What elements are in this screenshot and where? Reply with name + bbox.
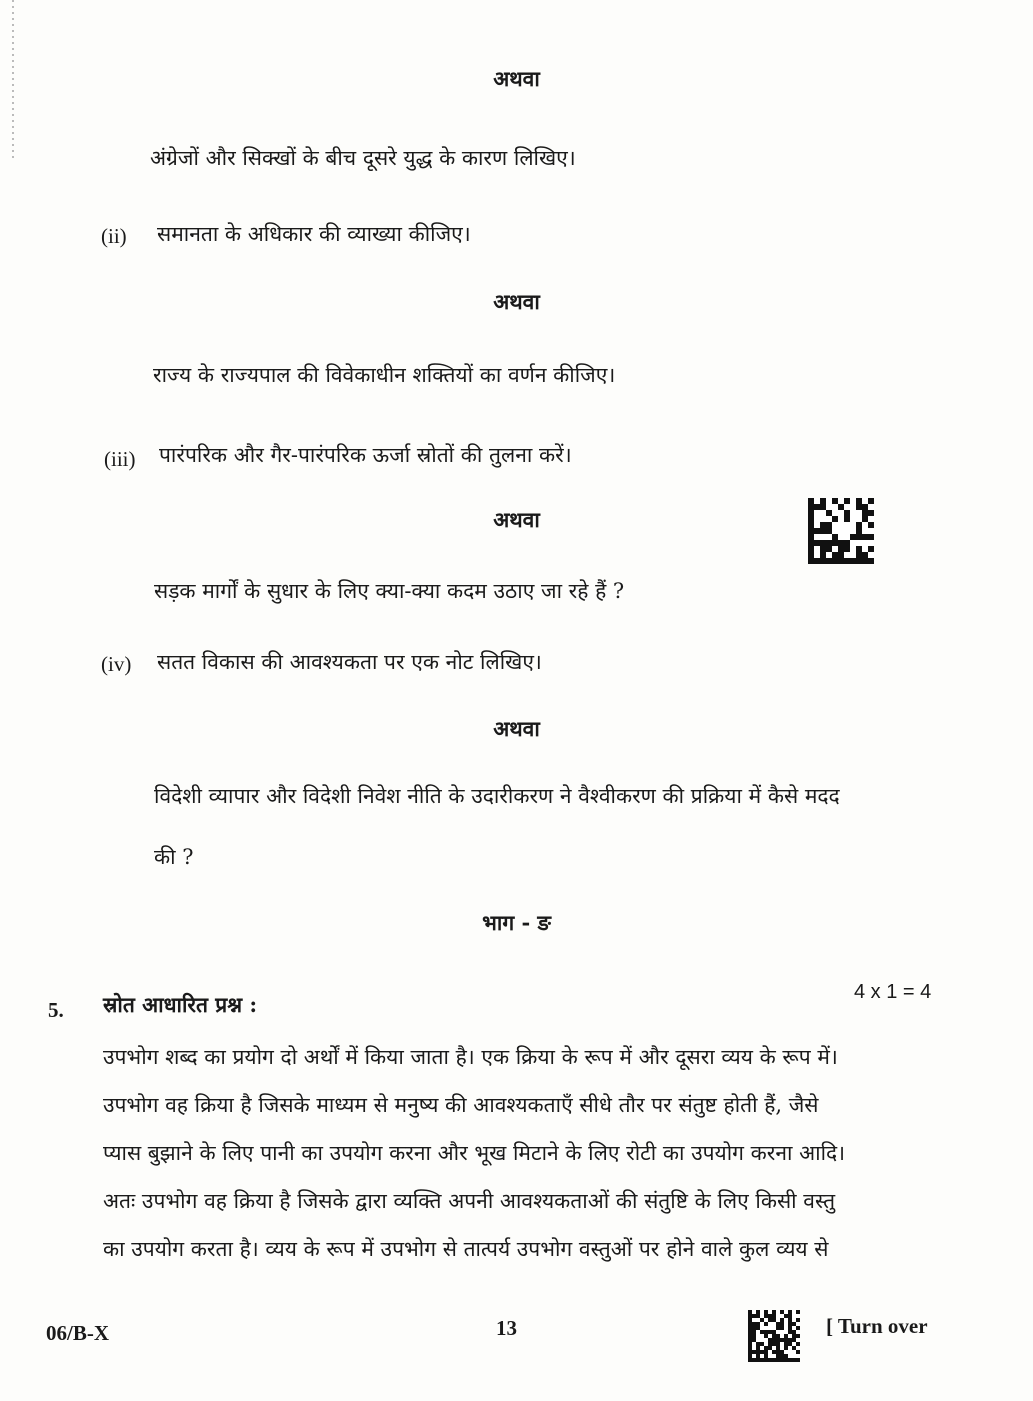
- section-heading: भाग - ङ: [482, 910, 551, 935]
- q5-title: स्रोत आधारित प्रश्न :: [103, 992, 258, 1017]
- or-separator-1: अथवा: [493, 66, 540, 91]
- page-number: 13: [496, 1316, 517, 1340]
- q5-number: 5.: [48, 998, 64, 1022]
- passage-line-2: उपभोग वह क्रिया है जिसके माध्यम से मनुष्य की आवश्यकताएँ सीधे तौर पर संतुष्ट होती हैं, जैसे: [103, 1093, 819, 1117]
- or-separator-2: अथवा: [493, 289, 540, 314]
- passage-line-4: अतः उपभोग वह क्रिया है जिसके द्वारा व्यक्ति अपनी आवश्यकताओं की संतुष्टि के लिए किसी वस्तु: [103, 1189, 836, 1213]
- source-passage: [103, 1033, 955, 1273]
- q4-ii-label: (ii): [101, 224, 127, 248]
- passage-line-5: का उपयोग करता है। व्यय के रूप में उपभोग से तात्पर्य उपभोग वस्तुओं पर होने वाले कुल व्यय से: [103, 1237, 829, 1261]
- q5-marks: 4 x 1 = 4: [854, 981, 932, 1003]
- q4-iii-text: पारंपरिक और गैर-पारंपरिक ऊर्जा स्रोतों की तुलना करें।: [159, 443, 572, 467]
- q4-i-alternative: अंग्रेजों और सिक्खों के बीच दूसरे युद्ध के कारण लिखिए।: [150, 146, 576, 170]
- qr-code-footer: [748, 1310, 800, 1362]
- passage-line-3: प्यास बुझाने के लिए पानी का उपयोग करना और भूख मिटाने के लिए रोटी का उपयोग करना आदि।: [103, 1141, 846, 1165]
- or-separator-4: अथवा: [493, 716, 540, 741]
- q4-ii-alternative: राज्य के राज्यपाल की विवेकाधीन शक्तियों का वर्णन कीजिए।: [153, 363, 616, 387]
- q4-iv-alternative-line-1: विदेशी व्यापार और विदेशी निवेश नीति के उदारीकरण ने वैश्वीकरण की प्रक्रिया में कैसे मदद: [154, 784, 840, 808]
- or-separator-3: अथवा: [493, 507, 540, 532]
- q4-ii-text: समानता के अधिकार की व्याख्या कीजिए।: [157, 222, 471, 246]
- q4-iii-label: (iii): [104, 447, 136, 471]
- q4-iv-alternative-line-2: की ?: [154, 845, 194, 869]
- q4-iv-label: (iv): [101, 652, 132, 676]
- turn-over-label: [ Turn over: [826, 1314, 928, 1338]
- paper-code: 06/B-X: [46, 1321, 109, 1345]
- qr-code-top: [808, 498, 874, 564]
- q4-iii-alternative: सड़क मार्गों के सुधार के लिए क्या-क्या कदम उठाए जा रहे हैं ?: [154, 579, 625, 603]
- q4-iv-text: सतत विकास की आवश्यकता पर एक नोट लिखिए।: [157, 650, 542, 674]
- passage-line-1: उपभोग शब्द का प्रयोग दो अर्थों में किया जाता है। एक क्रिया के रूप में और दूसरा व्यय के रूप में।: [103, 1045, 838, 1069]
